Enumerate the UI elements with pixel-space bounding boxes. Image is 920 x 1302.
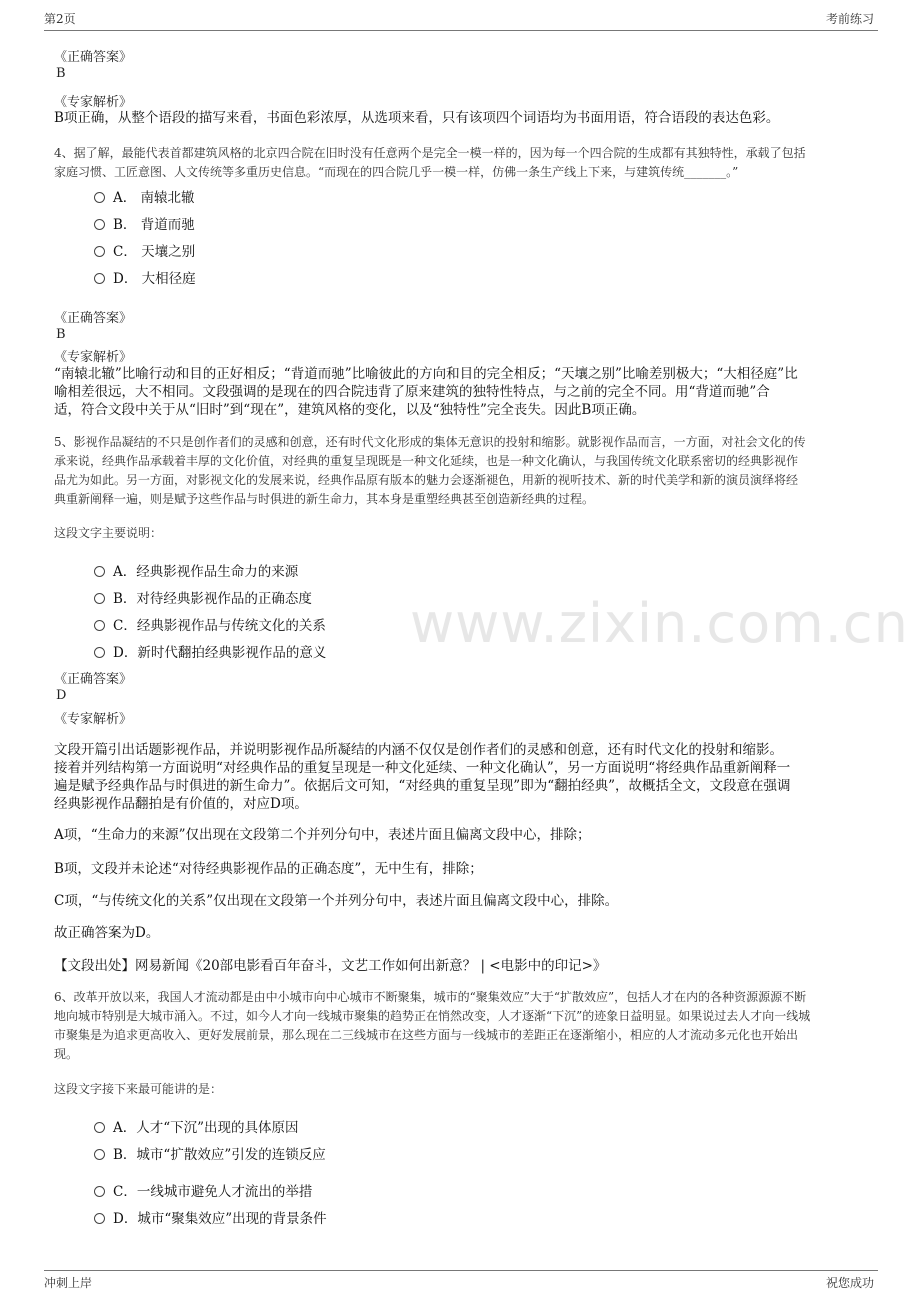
analysis-option-a: A项，“生命力的来源”仅出现在文段第二个并列分句中，表述片面且偏离文段中心，排除； <box>54 827 591 843</box>
analysis-text: B项正确，从整个语段的描写来看，书面色彩浓厚，从选项来看，只有该项四个词语均为书面用语，符合语段的表达色彩。 <box>54 110 780 126</box>
option-label: C．经典影视作品与传统文化的关系 <box>113 618 326 634</box>
analysis-option-b: B项，文段并未论述“对待经典影视作品的正确态度”，无中生有，排除； <box>54 861 483 877</box>
radio-icon[interactable] <box>94 273 105 284</box>
radio-icon[interactable] <box>94 219 105 230</box>
option-b[interactable] <box>94 587 312 607</box>
answer-label: 《正确答案》 <box>54 311 133 326</box>
radio-icon[interactable] <box>94 1186 105 1197</box>
footer-left: 冲刺上岸 <box>44 1276 93 1290</box>
option-label: D．新时代翻拍经典影视作品的意义 <box>113 645 327 661</box>
analysis-line: 适，符合文段中关于从“旧时”到“现在”，建筑风格的变化，以及“独特性”完全丧失。因此B项正确。 <box>54 402 646 418</box>
question-6-line: 地向城市特别是大城市涌入。不过，如今人才向一线城市聚集的趋势正在悄然改变，人才逐渐“下沉”的迹象日益明显。如果说过去人才向一线城 <box>54 1009 811 1023</box>
analysis-line: “南辕北辙”比喻行动和目的正好相反；“背道而驰”比喻彼此的方向和目的完全相反；“天壤之别”比喻差别极大；“大相径庭”比 <box>54 366 798 382</box>
analysis-label: 《专家解析》 <box>54 712 133 727</box>
option-c[interactable] <box>94 614 326 634</box>
option-label: A．人才“下沉”出现的具体原因 <box>113 1120 299 1136</box>
radio-icon[interactable] <box>94 620 105 631</box>
option-d[interactable] <box>94 1207 327 1227</box>
analysis-label: 《专家解析》 <box>54 350 133 365</box>
option-label: A． 南辕北辙 <box>113 190 195 206</box>
answer-value: D <box>56 688 67 703</box>
question-5-line: 品尤为如此。另一方面，对影视文化的发展来说，经典作品原有版本的魅力会逐渐褪色，用新的视听技术、新的时代美学和新的演员演绎将经 <box>54 473 799 487</box>
header-divider <box>44 30 878 31</box>
question-prompt: 这段文字接下来最可能讲的是： <box>54 1082 223 1096</box>
footer-divider <box>44 1270 878 1271</box>
answer-value: B <box>56 327 66 342</box>
option-label: D． 大相径庭 <box>113 271 196 287</box>
option-label: B．对待经典影视作品的正确态度 <box>113 591 312 607</box>
answer-label: 《正确答案》 <box>54 672 133 687</box>
question-6-line: 市聚集是为追求更高收入、更好发展前景，那么现在二三线城市在这些方面与一线城市的差距正在逐渐缩小，相应的人才流动多元化也开始出 <box>54 1028 799 1042</box>
option-b[interactable] <box>94 213 195 233</box>
watermark: www.zixin.com.cn <box>410 592 909 655</box>
option-c[interactable] <box>94 240 195 260</box>
option-label: B． 背道而驰 <box>113 217 195 233</box>
question-4-line: 家庭习惯、工匠意图、人文传统等多重历史信息。“而现在的四合院几乎一模一样，仿佛一条生产线上下来，与建筑传统_______。” <box>54 165 739 179</box>
question-prompt: 这段文字主要说明： <box>54 526 163 540</box>
option-a[interactable] <box>94 186 195 206</box>
option-a[interactable] <box>94 560 298 580</box>
header-title: 考前练习 <box>826 12 875 26</box>
answer-value: B <box>56 66 66 81</box>
option-d[interactable] <box>94 267 196 287</box>
analysis-label: 《专家解析》 <box>54 95 133 110</box>
analysis-conclusion: 故正确答案为D。 <box>54 925 160 941</box>
source-citation: 【文段出处】网易新闻《20部电影看百年奋斗，文艺工作如何出新意？ | <电影中的印记>》 <box>54 958 607 974</box>
option-b[interactable] <box>94 1143 326 1163</box>
analysis-option-c: C项，“与传统文化的关系”仅出现在文段第一个并列分句中，表述片面且偏离文段中心，排除。 <box>54 893 619 909</box>
analysis-line: 遍是赋予经典作品与时俱进的新生命力”。依据后文可知，“对经典的重复呈现”即为“翻拍经典”，故概括全文，文段意在强调 <box>54 778 791 794</box>
radio-icon[interactable] <box>94 593 105 604</box>
question-5-line: 承来说，经典作品承载着丰厚的文化价值，对经典的重复呈现既是一种文化延续，也是一种文化确认，与我国传统文化联系密切的经典影视作 <box>54 454 799 468</box>
option-label: C．一线城市避免人才流出的举措 <box>113 1184 313 1200</box>
footer-right: 祝您成功 <box>826 1276 875 1290</box>
radio-icon[interactable] <box>94 566 105 577</box>
question-5-line: 典重新阐释一遍，则是赋予这些作品与时俱进的新生命力，其本身是重塑经典甚至创造新经典的过程。 <box>54 492 595 506</box>
option-a[interactable] <box>94 1116 299 1136</box>
question-4-line: 4、据了解，最能代表首都建筑风格的北京四合院在旧时没有任意两个是完全一模一样的，因为每一个四合院的生成都有其独特性，承载了包括 <box>54 146 806 160</box>
analysis-line: 接着并列结构第一方面说明“对经典作品的重复呈现是一种文化延续、一种文化确认”，另一方面说明“将经典作品重新阐释一 <box>54 760 791 776</box>
option-label: A．经典影视作品生命力的来源 <box>113 564 299 580</box>
radio-icon[interactable] <box>94 1213 105 1224</box>
radio-icon[interactable] <box>94 647 105 658</box>
question-6-line: 6、改革开放以来，我国人才流动都是由中小城市向中心城市不断聚集，城市的“聚集效应”大于“扩散效应”，包括人才在内的各种资源源源不断 <box>54 990 807 1004</box>
radio-icon[interactable] <box>94 246 105 257</box>
analysis-line: 文段开篇引出话题影视作品，并说明影视作品所凝结的内涵不仅仅是创作者们的灵感和创意，还有时代文化的投射和缩影。 <box>54 742 783 758</box>
question-6-line: 现。 <box>54 1047 79 1061</box>
answer-label: 《正确答案》 <box>54 50 133 65</box>
option-c[interactable] <box>94 1180 312 1200</box>
analysis-line: 喻相差很远，大不相同。文段强调的是现在的四合院违背了原来建筑的独特性特点，与之前的完全不同。用“背道而驰”合 <box>54 384 770 400</box>
analysis-line: 经典影视作品翻拍是有价值的，对应D项。 <box>54 796 308 812</box>
question-5-line: 5、影视作品凝结的不只是创作者们的灵感和创意，还有时代文化形成的集体无意识的投射和缩影。就影视作品而言，一方面，对社会文化的传 <box>54 435 806 449</box>
radio-icon[interactable] <box>94 1149 105 1160</box>
option-label: B．城市“扩散效应”引发的连锁反应 <box>113 1147 326 1163</box>
option-d[interactable] <box>94 641 326 661</box>
radio-icon[interactable] <box>94 192 105 203</box>
option-label: C． 天壤之别 <box>113 244 196 260</box>
option-label: D．城市“聚集效应”出现的背景条件 <box>113 1211 327 1227</box>
page-number: 第2页 <box>44 12 76 26</box>
radio-icon[interactable] <box>94 1122 105 1133</box>
